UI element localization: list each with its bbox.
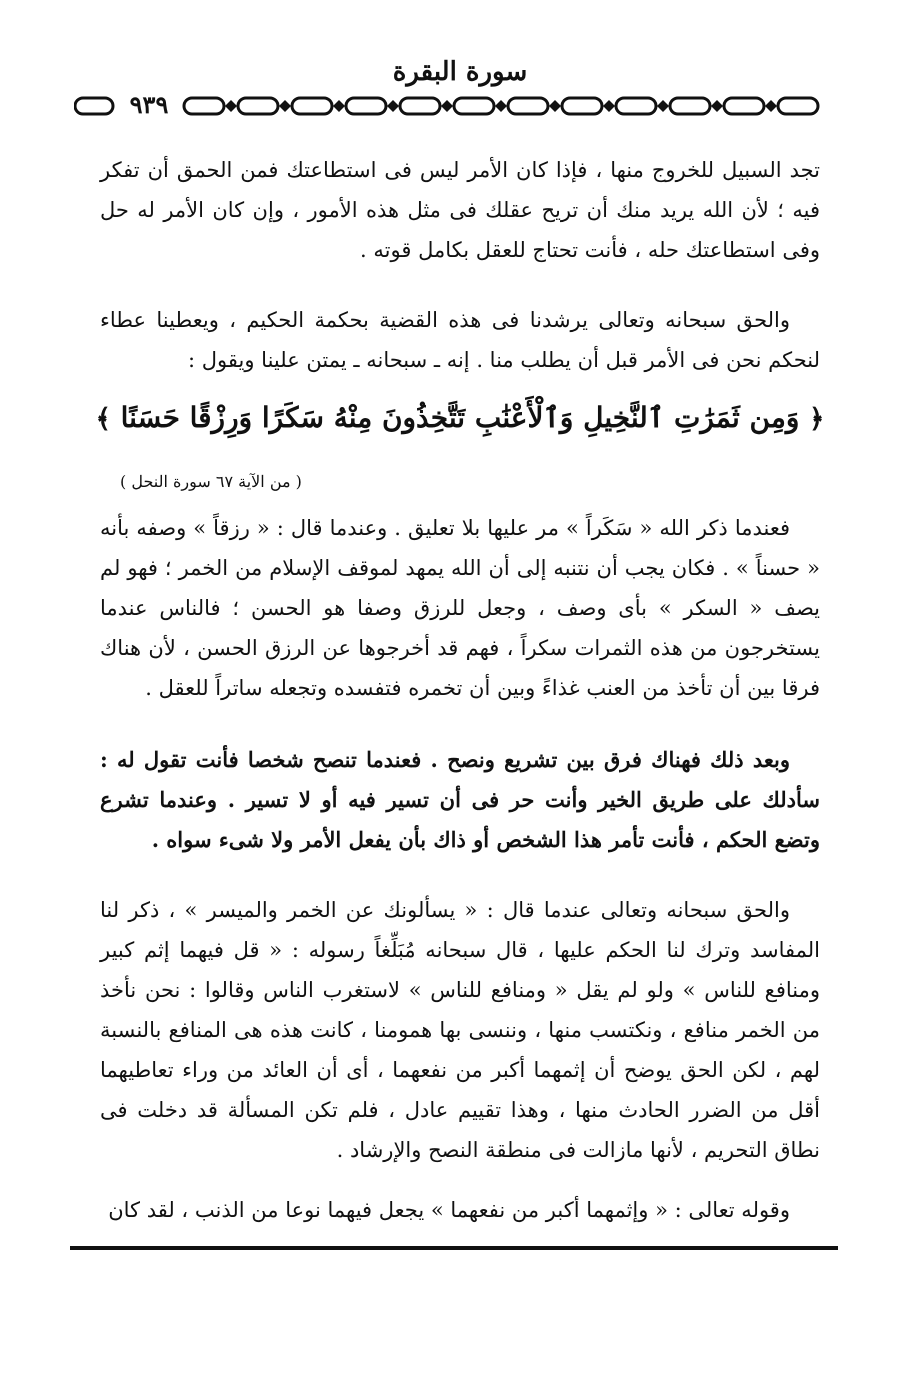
verse-reference: ( من الآية ٦٧ سورة النحل ): [120, 472, 302, 491]
paragraph-6: وقوله تعالى : « وإثمهما أكبر من نفعهما » يجعل فيهما نوعا من الذنب ، لقد كان: [108, 1198, 790, 1222]
paragraph-3: فعندما ذكر الله « سَكَراً » مر عليها بلا تعليق . وعندما قال : « رزقاً » وصفه بأنه « حسناً » . فكان يجب أن نتنبه إلى أن الله يمهد لموقف الإسلام من الخمر ؛ فهو لم يصف « السكر » بأى وصف ، وجعل للرزق وصفا هو الحسن ؛ فالناس عندما يستخرجون من هذه الثمرات سكراً ، فهم قد أخرجوها عن الرزق الحسن ، لأن هناك فرقا بين أن تأخذ من العنب غذاءً وبين أن تخمره فتفسده وتجعله ساتراً للعقل .: [100, 516, 820, 700]
ornament-diamond: [225, 100, 237, 112]
ornament-link: [75, 98, 113, 114]
ornament-link: [292, 98, 332, 114]
verse-close-bracket: ﴾: [95, 404, 111, 434]
ornament-diamond: [495, 100, 507, 112]
ornament-link: [778, 98, 818, 114]
ornament-diamond: [387, 100, 399, 112]
surah-title: سورة البقرة: [392, 57, 528, 87]
verse-text: وَمِن ثَمَرَٰتِ ٱلنَّخِيلِ وَٱلْأَعْنَٰبِ تَتَّخِذُونَ مِنْهُ سَكَرًا وَرِزْقًا حَسَنًا: [120, 401, 800, 434]
ornament-link: [670, 98, 710, 114]
ornament-diamond: [765, 100, 777, 112]
ornament-diamond: [657, 100, 669, 112]
paragraph-4: وبعد ذلك فهناك فرق بين تشريع ونصح . فعندما تنصح شخصا فأنت تقول له : سأدلك على طريق الخير وأنت حر فى أن تسير فيه أو لا تسير . وعندما تشرع وتضع الحكم ، فأنت تأمر هذا الشخص أو ذاك بأن يفعل الأمر ولا شىء سواه .: [100, 747, 820, 852]
ornament-link: [454, 98, 494, 114]
ornament-link: [400, 98, 440, 114]
ornament-diamond: [549, 100, 561, 112]
quran-verse: [90, 392, 830, 445]
bottom-rule: [70, 1246, 838, 1250]
ornament-link: [562, 98, 602, 114]
ornament-link: [616, 98, 656, 114]
ornament-diamond: [711, 100, 723, 112]
ornament-link: [508, 98, 548, 114]
ornament-link: [724, 98, 764, 114]
ornament-link: [346, 98, 386, 114]
verse-open-bracket: ﴿: [809, 404, 825, 434]
paragraph-5: والحق سبحانه وتعالى عندما قال : « يسألونك عن الخمر والميسر » ، ذكر لنا المفاسد وترك لنا الحكم عليها ، قال سبحانه مُبَلِّغاً رسوله : « قل فيهما إثم كبير ومنافع للناس » ولو لم يقل « ومنافع للناس » لاستغرب الناس وقالوا : نحن نأخذ من الخمر منافع ، ونكتسب منها ، وننسى بها همومنا ، كانت هذه هى المنافع بالنسبة لهم ، لكن الحق يوضح أن إثمهما أكبر من نفعهما ، أى أن العائد من وراء تعاطيهما أقل من الضرر الحادث منها ، وهذا تقييم عادل ، فلم تكن المسألة قد دخلت فى نطاق التحريم ، لأنها مازالت فى منطقة النصح والإرشاد .: [100, 898, 820, 1162]
header-ornament-border: [74, 92, 844, 122]
ornament-diamond: [441, 100, 453, 112]
ornament-link: [238, 98, 278, 114]
ornament-diamond: [333, 100, 345, 112]
ornament-diamond: [603, 100, 615, 112]
page-number: ٩٣٩: [118, 90, 180, 120]
ornament-link: [184, 98, 224, 114]
paragraph-1: تجد السبيل للخروج منها ، فإذا كان الأمر ليس فى استطاعتك فمن الحمق أن تفكر فيه ؛ لأن الله يريد منك أن تريح عقلك فى مثل هذه الأمور ، وإن كان الأمر له حل وفى استطاعتك حله ، فأنت تحتاج للعقل بكامل قوته .: [100, 158, 820, 262]
ornament-diamond: [279, 100, 291, 112]
paragraph-2: والحق سبحانه وتعالى يرشدنا فى هذه القضية بحكمة الحكيم ، ويعطينا عطاء لنحكم نحن فى الأمر قبل أن يطلب منا . إنه ـ سبحانه ـ يمتن علينا ويقول :: [100, 308, 820, 372]
